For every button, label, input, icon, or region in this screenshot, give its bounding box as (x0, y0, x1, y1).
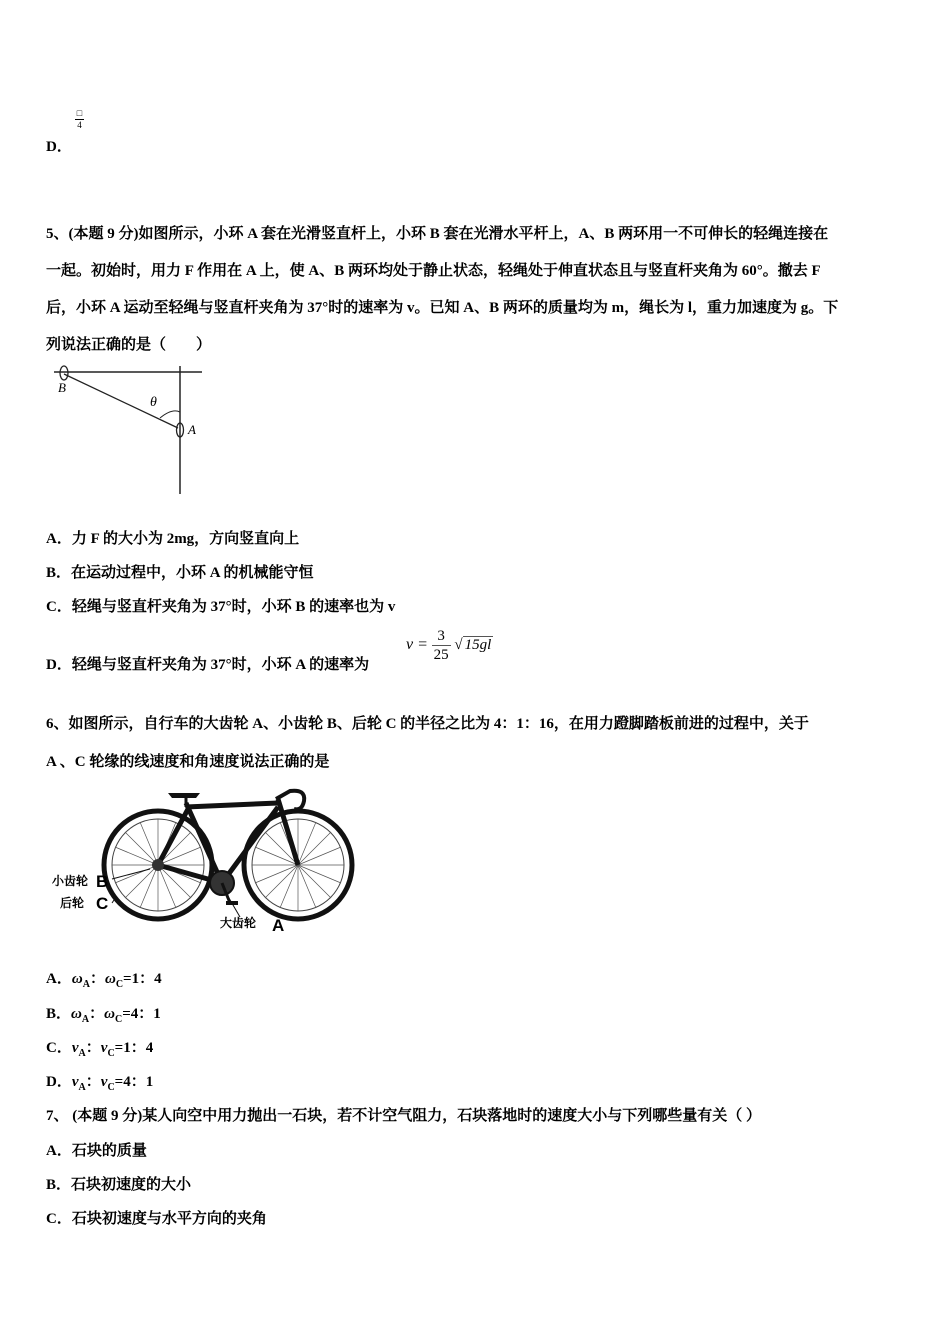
q5-option-a: A．力 F 的大小为 2mg，方向竖直向上 (46, 531, 300, 547)
seat-stay (158, 809, 188, 865)
q7-option-c: C．石块初速度与水平方向的夹角 (46, 1211, 267, 1227)
formula-denominator: 25 (433, 647, 449, 663)
label-b: B (58, 380, 66, 395)
q5-option-d-formula (406, 627, 493, 664)
label-big-gear-letter: A (272, 916, 285, 935)
formula-radicand: 15gl (464, 636, 492, 653)
q6-option-a: A．$\omega_A$：$\omega_C=1$：4 (46, 971, 162, 990)
q6-option-b: B．$\omega_A$：$\omega_C=4$：1 (46, 1006, 161, 1025)
formula-numerator: 3 (432, 627, 451, 646)
label-theta: θ (150, 395, 157, 410)
q7-stem: 7、 (本题 9 分)某人向空中用力抛出一石块，若不计空气阻力，石块落地时的速度大小与下列哪些量有关（ ） (46, 1108, 761, 1124)
q6-option-c: C．$v_A$：$v_C=1$：4 (46, 1040, 154, 1059)
label-big-gear: 大齿轮 (220, 916, 257, 930)
q4-fraction-numerator: □ (76, 108, 83, 118)
q5-option-d: D．轻绳与竖直杆夹角为 37°时，小环 A 的速率为 (46, 657, 370, 673)
q4-fraction-denominator: 4 (77, 120, 82, 130)
ring-b (60, 366, 68, 380)
top-tube (186, 803, 278, 807)
q7-option-b: B．石块初速度的大小 (46, 1177, 192, 1193)
label-small-gear-letter: B (96, 872, 109, 891)
formula-lhs: v = (406, 635, 428, 653)
down-tube (222, 807, 278, 883)
q6-stem-line-1: 6、如图所示，自行车的大齿轮 A、小齿轮 B、后轮 C 的半径之比为 4：1：16，在用力蹬脚踏板前进的过程中，关于 (46, 716, 809, 732)
q6-stem-line-2: A 、C 轮缘的线速度和角速度说法正确的是 (46, 754, 330, 770)
label-rear-wheel-letter: C (96, 894, 109, 913)
q6-option-d: D．$v_A$：$v_C=4$：1 (46, 1074, 154, 1093)
q5-stem-line-1: 5、(本题 9 分)如图所示，小环 A 套在光滑竖直杆上，小环 B 套在光滑水平杆上，A、B 两环用一不可伸长的轻绳连接在 (46, 226, 829, 242)
rope (64, 374, 178, 428)
q5-option-c: C．轻绳与竖直杆夹角为 37°时，小环 B 的速率也为 v (46, 599, 396, 615)
q5-stem-line-3: 后，小环 A 运动至轻绳与竖直杆夹角为 37°时的速率为 v。已知 A、B 两环的质量均为 m，绳长为 l，重力加速度为 g。下 (46, 300, 839, 316)
label-a: A (188, 422, 196, 437)
q5-option-b: B．在运动过程中，小环 A 的机械能守恒 (46, 565, 314, 581)
q4-option-d: D． (46, 139, 72, 155)
label-small-gear: 小齿轮 (52, 874, 89, 888)
formula-fraction (432, 627, 451, 664)
q5-stem-line-2: 一起。初始时，用力 F 作用在 A 上，使 A、B 两环均处于静止状态，轻绳处于伸直状态且与竖直杆夹角为 60°。撤去 F (46, 263, 821, 279)
small-gear (152, 859, 164, 871)
q5-stem-line-4: 列说法正确的是（ ） (46, 337, 212, 353)
angle-arc (160, 411, 180, 418)
formula-sqrt: √ 15gl (454, 636, 492, 653)
saddle (168, 793, 200, 798)
q7-option-a: A．石块的质量 (46, 1143, 147, 1159)
label-rear-wheel: 后轮 (60, 896, 85, 910)
q4-option-d-fraction (75, 108, 84, 131)
q5-figure-rings-diagram (50, 362, 210, 497)
q6-figure-bicycle (50, 785, 355, 937)
